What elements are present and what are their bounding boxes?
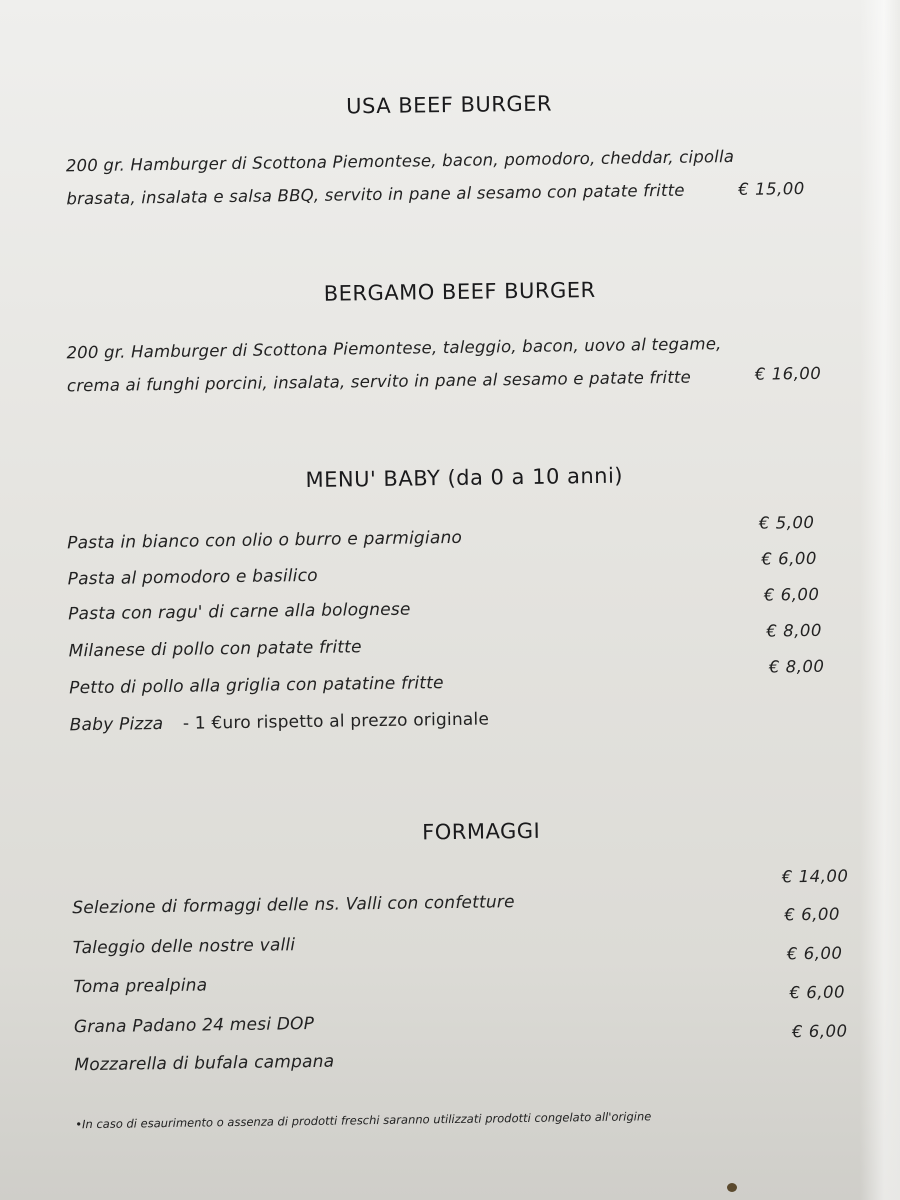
formaggi-item-price: € 6,00 <box>784 904 841 925</box>
baby-item-price: € 5,00 <box>758 512 815 533</box>
formaggi-title: FORMAGGI <box>422 818 541 845</box>
formaggi-item-price: € 6,00 <box>786 943 843 964</box>
baby-item-name: Pasta in bianco con olio o burro e parmigiano <box>67 527 463 554</box>
baby-item-name: Milanese di pollo con patate fritte <box>68 637 362 662</box>
formaggi-item-price: € 14,00 <box>781 866 849 887</box>
formaggi-item-name: Grana Padano 24 mesi DOP <box>73 1013 315 1038</box>
bergamo-burger-price: € 16,00 <box>754 363 822 384</box>
usa-burger-price: € 15,00 <box>738 179 805 199</box>
baby-item-name: Pasta con ragu' di carne alla bolognese <box>68 599 411 625</box>
usa-burger-desc-line2: brasata, insalata e salsa BBQ, servito in pane al sesamo con patate fritte <box>66 180 685 209</box>
baby-pizza-row <box>70 709 490 735</box>
formaggi-item-name: Toma prealpina <box>73 975 208 998</box>
bergamo-burger-desc-line1: 200 gr. Hamburger di Scottona Piemontese, taleggio, bacon, uovo al tegame, <box>66 334 722 363</box>
baby-item-price: € 6,00 <box>761 548 818 569</box>
menu-baby-title: MENU' BABY (da 0 a 10 anni) <box>305 463 624 493</box>
baby-pizza-note: - 1 €uro rispetto al prezzo originale <box>182 709 490 734</box>
baby-item-price: € 6,00 <box>763 584 820 605</box>
bergamo-burger-desc-line2: crema ai funghi porcini, insalata, servito in pane al sesamo e patate fritte <box>66 367 692 396</box>
usa-burger-title: USA BEEF BURGER <box>346 91 553 119</box>
formaggi-item-name: Selezione di formaggi delle ns. Valli con confetture <box>72 892 515 919</box>
baby-pizza-label: Baby Pizza <box>69 714 164 736</box>
baby-item-name: Petto di pollo alla griglia con patatine fritte <box>69 673 444 699</box>
formaggi-item-price: € 6,00 <box>789 982 846 1003</box>
bergamo-burger-title: BERGAMO BEEF BURGER <box>323 277 596 306</box>
stain-mark <box>727 1183 737 1192</box>
usa-burger-desc-line1: 200 gr. Hamburger di Scottona Piemontese, bacon, pomodoro, cheddar, cipolla <box>65 146 735 176</box>
formaggi-item-name: Mozzarella di bufala campana <box>74 1051 335 1076</box>
formaggi-item-name: Taleggio delle nostre valli <box>72 935 296 959</box>
formaggi-item-price: € 6,00 <box>791 1021 848 1042</box>
baby-item-name: Pasta al pomodoro e basilico <box>67 565 318 590</box>
baby-item-price: € 8,00 <box>766 620 823 641</box>
footnote: •In caso di esaurimento o assenza di prodotti freschi saranno utilizzati prodotti congelato all'origine <box>75 1109 652 1132</box>
baby-item-price: € 8,00 <box>768 656 825 677</box>
